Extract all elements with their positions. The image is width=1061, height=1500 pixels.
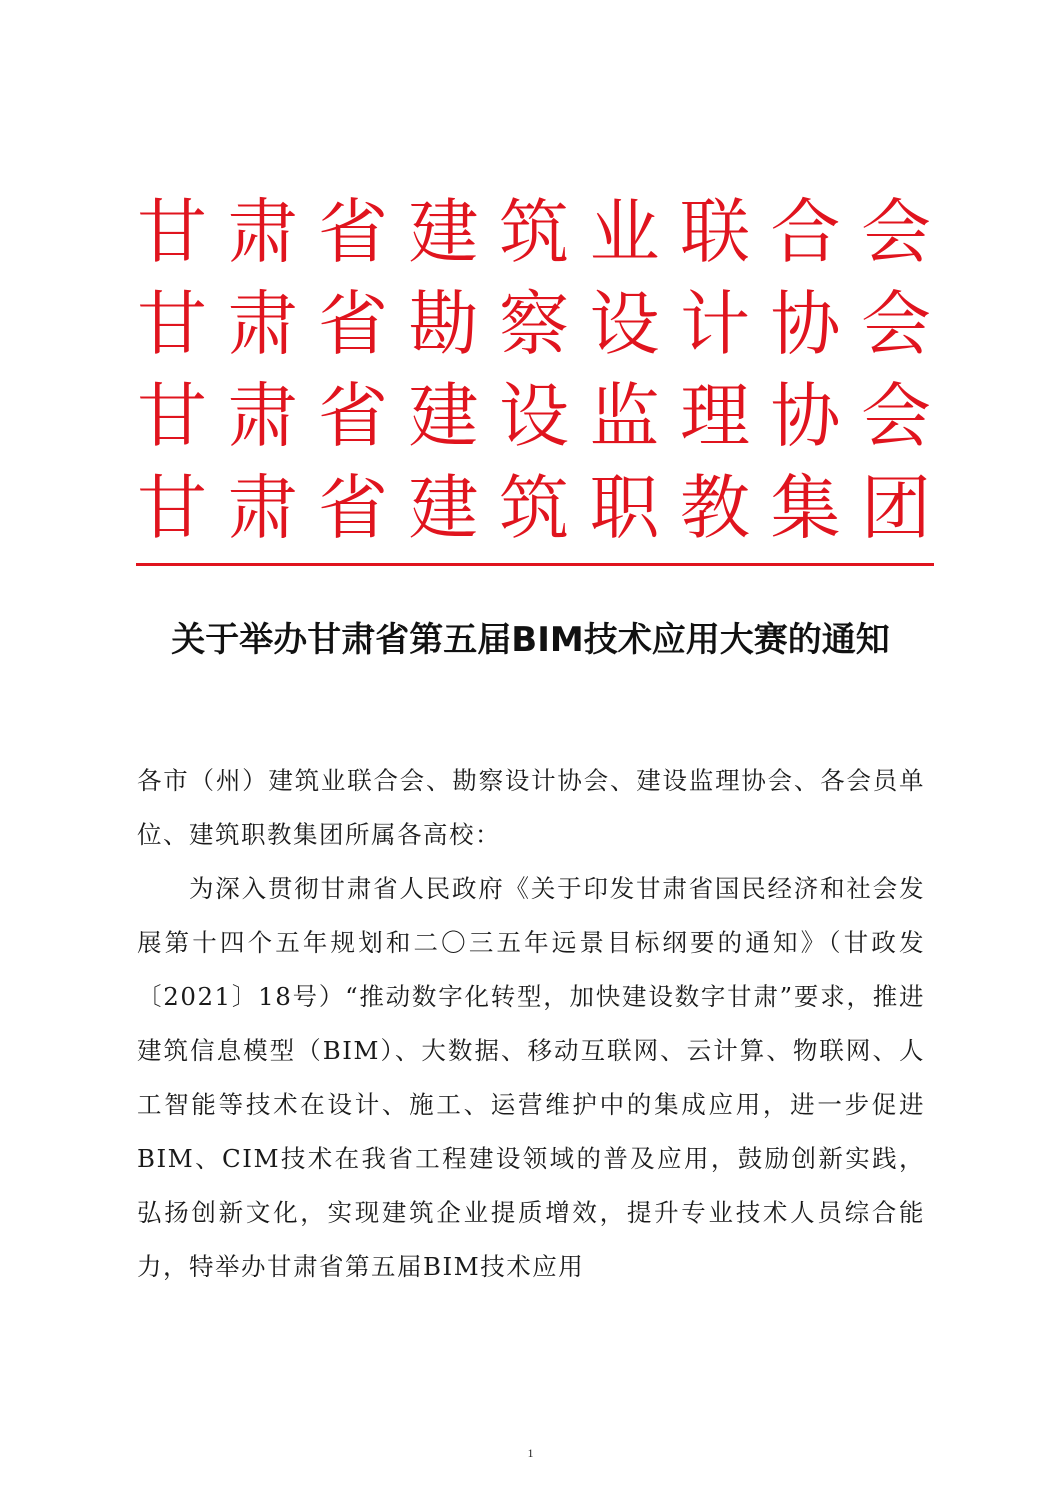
org-line-1: 甘 肃 省 建 筑 业 联 合 会 xyxy=(137,191,931,273)
org-line-3: 甘 肃 省 建 设 监 理 协 会 xyxy=(137,375,931,457)
page-number: 1 xyxy=(527,1446,534,1460)
paragraph-1: 为深入贯彻甘肃省人民政府《关于印发甘肃省国民经济和社会发展第十四个五年规划和二〇三五年远景目标纲要的通知》（甘政发〔2021〕18号）“推动数字化转型，加快建设数字甘肃”要求，推进建筑信息模型（BIM）、大数据、移动互联网、云计算、物联网、人工智能等技术在设计、施工、运营维护中的集成应用，进一步促进BIM、CIM技术在我省工程建设领域的普及应用，鼓励创新实践，弘扬创新文化，实现建筑企业提质增效，提升专业技术人员综合能力，特举办甘肃省第五届BIM技术应用 xyxy=(137,874,925,1281)
org-line-4: 甘 肃 省 建 筑 职 教 集 团 xyxy=(137,467,931,549)
document-body xyxy=(137,754,925,1294)
org-line-2: 甘 肃 省 勘 察 设 计 协 会 xyxy=(137,283,931,365)
letterhead xyxy=(136,186,932,554)
red-divider-line xyxy=(136,563,934,566)
document-title: 关于举办甘肃省第五届BIM技术应用大赛的通知 xyxy=(171,620,890,660)
salutation: 各市（州）建筑业联合会、勘察设计协会、建设监理协会、各会员单位、建筑职教集团所属各高校： xyxy=(137,766,925,849)
